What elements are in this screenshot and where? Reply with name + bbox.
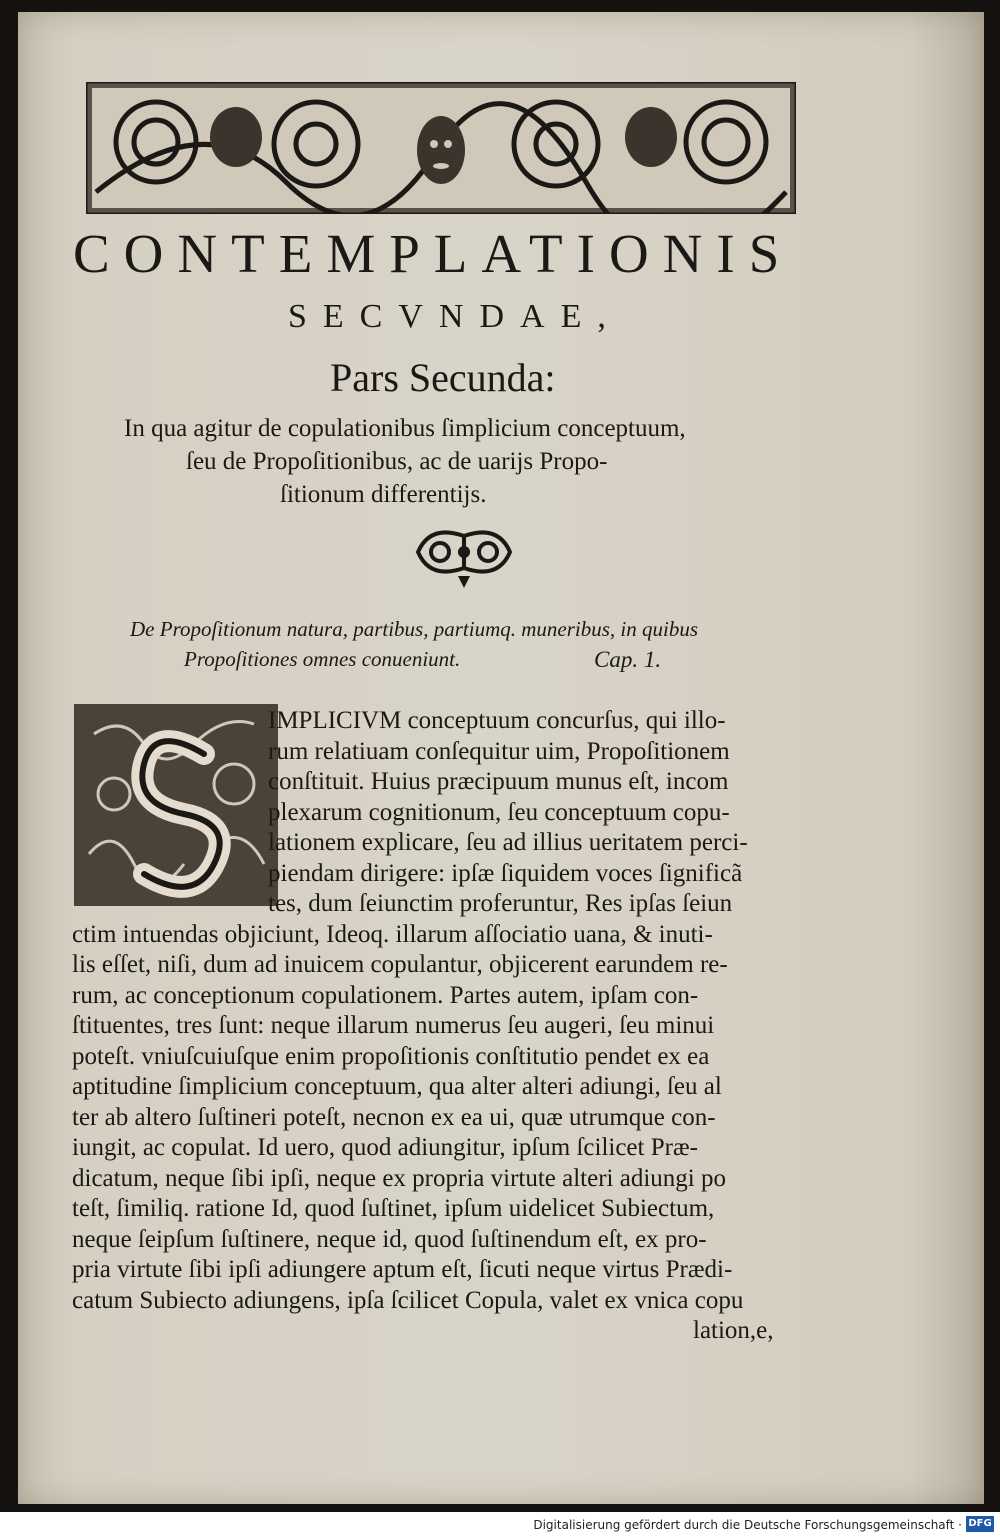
part-title: Pars Secunda: — [330, 355, 556, 400]
decorated-initial-s — [74, 704, 278, 906]
body-text-line: dicatum, neque ſibi ipſi, neque ex propria virtute alteri adiungi po — [72, 1164, 726, 1192]
body-text-line: catum Subiecto adiungens, ipſa ſcilicet Copula, valet ex vnica copu — [72, 1286, 744, 1314]
body-text-line: piendam dirigere: ipſæ ſiquidem voces ſignificã — [268, 859, 743, 887]
subtitle-line-1: In qua agitur de copulationibus ſimplicium conceptuum, — [124, 415, 686, 442]
fleuron-ornament — [410, 516, 518, 592]
body-text-line: lationem explicare, ſeu ad illius ueritatem perci- — [268, 829, 748, 856]
body-text-line: IMPLICIVM conceptuum concurſus, qui illo- — [268, 707, 726, 734]
chapter-number: Cap. 1. — [594, 647, 662, 672]
footer-bar — [0, 1512, 1000, 1538]
subtitle-line-2: ſeu de Propoſitionibus, ac de uarijs Propo- — [186, 448, 608, 475]
body-text-line: ctim intuendas objiciunt, Ideoq. illarum aſſociatio uana, & inuti- — [72, 920, 713, 948]
body-text-line: conſtituit. Huius præcipuum munus eſt, incom — [268, 768, 729, 795]
body-text-line: ter ab altero ſuſtineri poteſt, necnon ex ea ui, quæ utrumque con- — [72, 1103, 716, 1131]
body-text-line: lation,e, — [693, 1317, 774, 1344]
main-title: CONTEMPLATIONIS — [73, 223, 794, 284]
ornamental-headpiece — [86, 82, 796, 214]
body-text-line: plexarum cognitionum, ſeu conceptuum copu- — [268, 798, 730, 826]
subtitle-line-3: ſitionum differentijs. — [280, 481, 487, 508]
footer-credit: Digitalisierung gefördert durch die Deutsche Forschungsgemeinschaft · — [533, 1518, 962, 1532]
body-text-line: teſt, ſimiliq. ratione Id, quod ſuſtinet, ipſum uidelicet Subiectum, — [72, 1195, 715, 1222]
dfg-logo: DFG — [966, 1516, 994, 1532]
chapter-heading-line-2: Propoſitiones omnes conueniunt. — [184, 647, 461, 671]
body-text-line: rum relatiuam conſequitur uim, Propoſitionem — [268, 737, 730, 765]
title-second-line: SECVNDAE, — [288, 298, 622, 335]
body-text-line: pria virtute ſibi ipſi adiungere aptum eſt, ſicuti neque virtus Prædi- — [72, 1256, 733, 1283]
body-text-line: lis eſſet, niſi, dum ad inuicem copulantur, objicerent earundem re- — [72, 951, 728, 978]
body-text-line: tes, dum ſeiunctim proferuntur, Res ipſas ſeiun — [268, 890, 733, 917]
body-text-line: iungit, ac copulat. Id uero, quod adiungitur, ipſum ſcilicet Præ- — [72, 1134, 698, 1161]
body-text-line: ſtituentes, tres ſunt: neque illarum numerus ſeu augeri, ſeu minui — [72, 1012, 715, 1039]
body-text-line: poteſt. vniuſcuiuſque enim propoſitionis conſtitutio pendet ex ea — [72, 1042, 710, 1070]
body-text-line: neque ſeipſum ſuſtinere, neque id, quod ſuſtinendum eſt, ex pro- — [72, 1225, 707, 1253]
chapter-heading-line-1: De Propoſitionum natura, partibus, partiumq. muneribus, in quibus — [130, 617, 698, 641]
body-text-line: aptitudine ſimplicium conceptuum, qua alter alteri adiungi, ſeu al — [72, 1073, 722, 1100]
book-page — [18, 12, 984, 1504]
body-text-line: rum, ac conceptionum copulationem. Partes autem, ipſam con- — [72, 981, 699, 1009]
